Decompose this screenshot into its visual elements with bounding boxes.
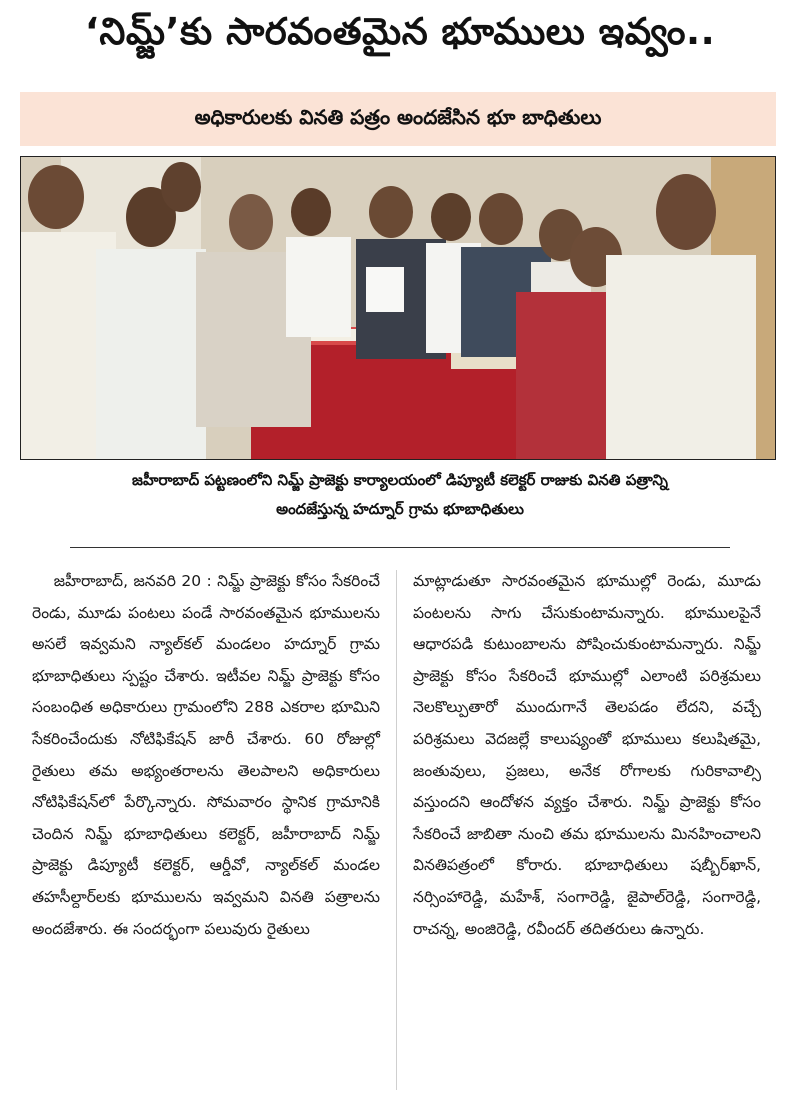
photo-illustration bbox=[21, 157, 775, 459]
article-body-left-column bbox=[32, 566, 380, 945]
article-paragraph: మాట్లాడుతూ సారవంతమైన భూముల్లో రెండు, మూడు పంటలను సాగు చేసుకుంటామన్నారు. భూములపైనే ఆధారపడి కుటుంబాలను పోషించుకుంటామన్నారు. నిమ్జ్ ప్రాజెక్టు కోసం సేకరించే భూముల్లో ఎలాంటి పరిశ్రమలు నెలకొల్పుతారో ముందుగానే తెలపడం లేదని, వచ్చే పరిశ్రమలు వెదజల్లే కాలుష్యంతో భూములు కలుషితమై, జంతువులు, ప్రజలు, అనేక రోగాలకు గురికావాల్సి వస్తుందని ఆందోళన వ్యక్తం చేశారు. నిమ్జ్ ప్రాజెక్టు కోసం సేకరించే జాబితా నుంచి తమ భూములను మినహించాలని వినతిపత్రంలో కోరారు. భూబాధితులు షబ్బీర్‌ఖాన్, నర్సింహారెడ్డి, మహేశ్, సంగారెడ్డి, జైపాల్‌రెడ్డి, సంగారెడ్డి, రాచన్న, అంజిరెడ్డి, రవీందర్ తదితరులు ఉన్నారు. bbox=[413, 572, 761, 938]
photo-caption-line: అందజేస్తున్న హద్నూర్ గ్రామ భూబాధితులు bbox=[276, 500, 524, 518]
photo-caption bbox=[0, 466, 800, 524]
subheadline: అధికారులకు వినతి పత్రం అందజేసిన భూ బాధితులు bbox=[194, 104, 602, 129]
headline: ‘నిమ్జ్’కు సారవంతమైన భూములు ఇవ్వం.. bbox=[84, 10, 716, 53]
photo-caption-line: జహీరాబాద్ పట్టణంలోని నిమ్జ్ ప్రాజెక్టు కార్యాలయంలో డిప్యూటీ కలెక్టర్ రాజుకు వినతి పత్రాన్ని bbox=[131, 471, 668, 489]
article-body-right-column bbox=[413, 566, 761, 945]
news-photo bbox=[20, 156, 776, 460]
article-paragraph: జహీరాబాద్, జనవరి 20 : నిమ్జ్ ప్రాజెక్టు కోసం సేకరించే రెండు, మూడు పంటలు పండే సారవంతమైన భూములను అసలే ఇవ్వమని న్యాల్‌కల్ మండలం హద్నూర్ గ్రామ భూబాధితులు స్పష్టం చేశారు. ఇటీవల నిమ్జ్ ప్రాజెక్టు కోసం సంబంధిత అధికారులు గ్రామంలోని 288 ఎకరాల భూమిని సేకరించేందుకు నోటిఫికేషన్ జారీ చేశారు. 60 రోజుల్లో రైతులు తమ అభ్యంతరాలను తెలపాలని అధికారులు నోటిఫికేషన్‌లో పేర్కొన్నారు. సోమవారం స్థానిక గ్రామానికి చెందిన నిమ్జ్ భూబాధితులు కలెక్టర్, జహీరాబాద్ నిమ్జ్ ప్రాజెక్టు డిప్యూటీ కలెక్టర్, ఆర్డీవో, న్యాల్‌కల్ మండల తహసీల్దార్‌లకు భూములను ఇవ్వమని వినతి పత్రాలను అందజేశారు. ఈ సందర్భంగా పలువురు రైతులు bbox=[32, 572, 380, 938]
section-divider bbox=[70, 547, 730, 548]
subheadline-banner bbox=[20, 92, 776, 146]
column-divider bbox=[396, 570, 397, 1090]
